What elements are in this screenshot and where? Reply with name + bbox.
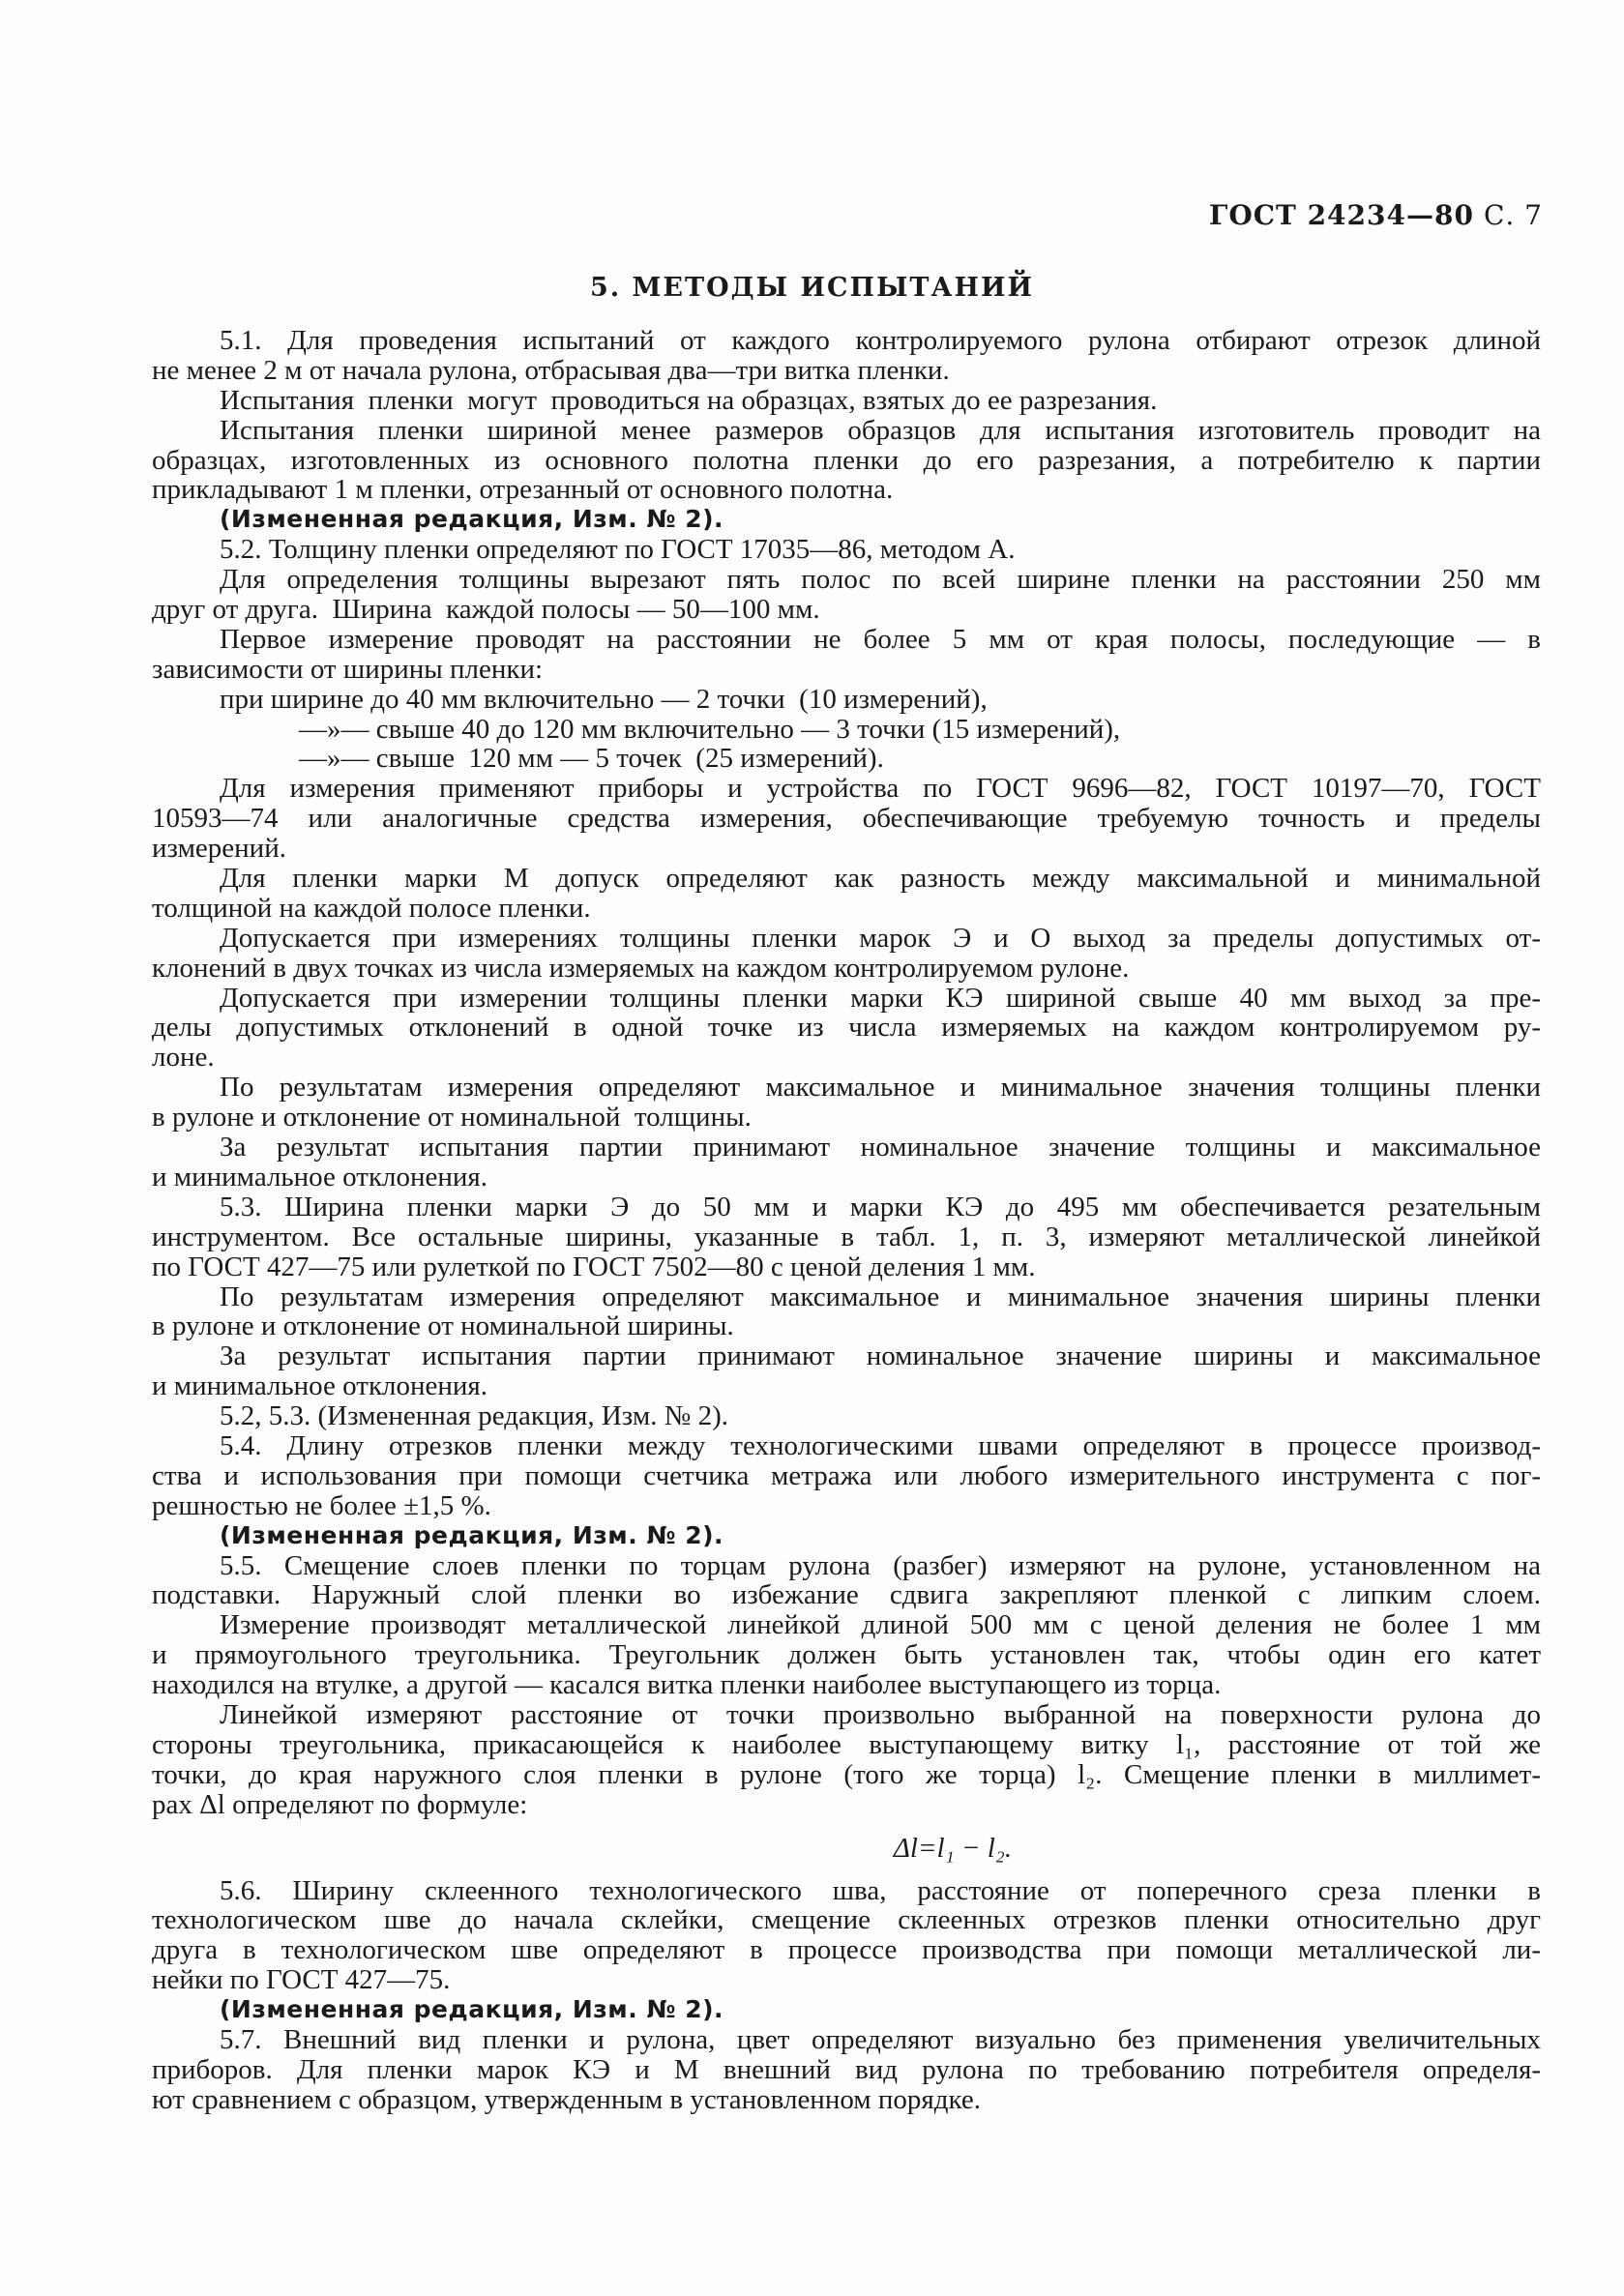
text-line: Измерение производят металлической линейкой длиной 500 мм с ценой деления не более 1 мм	[220, 1610, 1541, 1641]
text-line: лоне.	[152, 1043, 215, 1074]
text-line: зависимости от ширины пленки:	[152, 654, 544, 685]
text-line: 5.1. Для проведения испытаний от каждого контролируемого рулона отбирают отрезок длиной	[220, 326, 1541, 356]
text-line: 5.2. Толщину пленки определяют по ГОСТ 17035—86, методом А.	[220, 535, 1016, 566]
text-line: точки, до края наружного слоя пленки в рулоне (того же торца) l₂. Смещение пленки в миллимет-	[152, 1759, 1541, 1790]
text-line: ства и использования при помощи счетчика метража или любого измерительного инструмента с пог-	[152, 1460, 1541, 1491]
text-line: Линейкой измеряют расстояние от точки произвольно выбранной на поверхности рулона до	[220, 1699, 1541, 1730]
text-line: при ширине до 40 мм включительно — 2 точки (10 измерений),	[220, 684, 988, 715]
text-line: друг от друга. Ширина каждой полосы — 50—100 мм.	[152, 595, 820, 625]
text-line: рах Δl определяют по формуле:	[152, 1789, 528, 1820]
text-line: подставки. Наружный слой пленки во избежание сдвига закрепляют пленкой с липким слоем.	[152, 1580, 1541, 1611]
text-line: (Измененная редакция, Изм. № 2).	[220, 1995, 724, 2024]
text-line: За результат испытания партии принимают номинальное значение ширины и максимальное	[220, 1341, 1541, 1372]
text-line: нейки по ГОСТ 427—75.	[152, 1965, 451, 1996]
text-line: 5.4. Длину отрезков пленки между технологическими швами определяют в процессе производ-	[220, 1430, 1541, 1461]
text-line: Испытания пленки могут проводиться на образцах, взятых до ее разрезания.	[220, 385, 1158, 416]
text-line: и минимальное отклонения.	[152, 1162, 488, 1192]
text-line: решностью не более ±1,5 %.	[152, 1490, 491, 1521]
page-header	[1209, 199, 1543, 231]
text-line: технологическом шве до начала склейки, смещение склеенных отрезков пленки относительно друг	[152, 1905, 1541, 1936]
text-line: —»— свыше 120 мм — 5 точек (25 измерений).	[299, 744, 884, 775]
text-block-tail	[152, 1876, 1541, 2115]
text-line: ют сравнением с образцом, утвержденным в установленном порядке.	[152, 2084, 982, 2115]
text-line: в рулоне и отклонение от номинальной толщины.	[152, 1103, 752, 1133]
section-body	[152, 326, 1541, 2115]
text-line: По результатам измерения определяют максимальное и минимальное значения толщины пленки	[220, 1073, 1541, 1104]
text-line: Для измерения применяют приборы и устройства по ГОСТ 9696—82, ГОСТ 10197—70, ГОСТ	[220, 774, 1541, 805]
text-line: прикладывают 1 м пленки, отрезанный от основного полотна.	[152, 475, 894, 506]
standard-code: ГОСТ 24234—80	[1208, 199, 1474, 231]
text-line: Для определения толщины вырезают пять полос по всей ширине пленки на расстоянии 250 мм	[220, 565, 1541, 596]
page-number: С. 7	[1483, 199, 1543, 231]
text-line: друга в технологическом шве определяют в процессе производства при помощи металлической ли-	[152, 1935, 1541, 1966]
text-line: —»— свыше 40 до 120 мм включительно — 3 точки (15 измерений),	[299, 714, 1121, 745]
text-line: За результат испытания партии принимают номинальное значение толщины и максимальное	[220, 1133, 1541, 1163]
text-line: и минимальное отклонения.	[152, 1371, 488, 1402]
text-line: 5.6. Ширину склеенного технологического шва, расстояние от поперечного среза пленки в	[220, 1875, 1541, 1906]
text-line: находился на втулке, а другой — касался витка пленки наиболее выступающего из торца.	[152, 1670, 1222, 1700]
text-line: толщиной на каждой полосе пленки.	[152, 893, 591, 924]
text-line: измерений.	[152, 834, 286, 865]
text-line: образцах, изготовленных из основного полотна пленки до его разрезания, а потребителю к партии	[152, 445, 1541, 476]
text-line: по ГОСТ 427—75 или рулеткой по ГОСТ 7502—80 с ценой деления 1 мм.	[152, 1251, 1036, 1282]
formula-text: Δl=l₁ − l₂.	[893, 1832, 1013, 1864]
text-line: (Измененная редакция, Изм. № 2).	[220, 1520, 724, 1549]
text-line: 5.7. Внешний вид пленки и рулона, цвет определяют визуально без применения увеличительных	[220, 2024, 1541, 2055]
text-line: приборов. Для пленки марок КЭ и М внешний вид рулона по требованию потребителя определя-	[152, 2054, 1541, 2085]
text-line: 5.5. Смещение слоев пленки по торцам рулона (разбег) измеряют на рулоне, установленном на	[220, 1550, 1541, 1581]
text-line: Допускается при измерении толщины пленки марки КЭ шириной свыше 40 мм выход за пре-	[220, 983, 1541, 1014]
text-line: делы допустимых отклонений в одной точке из числа измеряемых на каждом контролируемом ру-	[152, 1013, 1541, 1044]
text-line: и прямоугольного треугольника. Треугольник должен быть установлен так, чтобы один его катет	[152, 1640, 1541, 1671]
text-line: По результатам измерения определяют максимальное и минимальное значения ширины пленки	[220, 1281, 1541, 1312]
text-line: (Измененная редакция, Изм. № 2).	[220, 505, 724, 534]
text-line: 10593—74 или аналогичные средства измерения, обеспечивающие требуемую точность и пределы	[152, 804, 1541, 835]
text-line: клонений в двух точках из числа измеряемых на каждом контролируемом рулоне.	[152, 953, 1130, 984]
text-line: Испытания пленки шириной менее размеров образцов для испытания изготовитель проводит на	[220, 415, 1541, 446]
text-line: инструментом. Все остальные ширины, указанные в табл. 1, п. 3, измеряют металлической линейкой	[152, 1222, 1541, 1252]
text-line: Для пленки марки М допуск определяют как разность между максимальной и минимальной	[220, 864, 1541, 894]
formula	[152, 1820, 1541, 1876]
text-line: Допускается при измерениях толщины пленки марок Э и О выход за пределы допустимых от-	[220, 923, 1541, 954]
text-line: в рулоне и отклонение от номинальной ширины.	[152, 1311, 734, 1342]
text-block-main	[152, 326, 1541, 1820]
text-line: 5.3. Ширина пленки марки Э до 50 мм и марки КЭ до 495 мм обеспечивается резательным	[220, 1192, 1541, 1222]
section-title: 5. МЕТОДЫ ИСПЫТАНИЙ	[589, 273, 1035, 303]
text-line: стороны треугольника, прикасающейся к наиболее выступающему витку l₁, расстояние от той же	[152, 1729, 1541, 1760]
text-line: не менее 2 м от начала рулона, отбрасывая два—три витка пленки.	[152, 355, 950, 386]
text-line: Первое измерение проводят на расстоянии не более 5 мм от края полосы, последующие — в	[220, 624, 1541, 655]
text-line: 5.2, 5.3. (Измененная редакция, Изм. № 2).	[220, 1401, 729, 1431]
